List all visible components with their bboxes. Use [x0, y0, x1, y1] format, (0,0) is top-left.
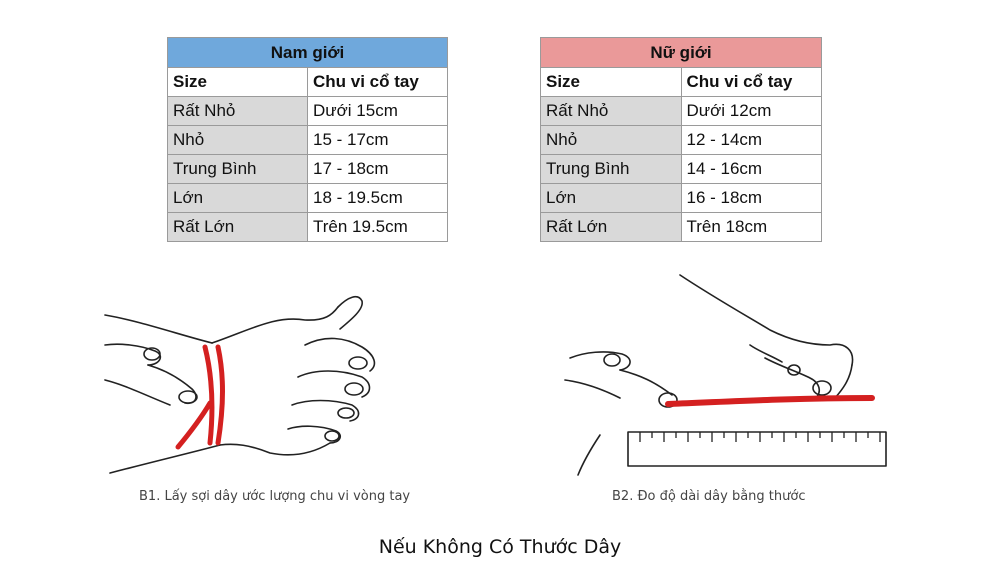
women-size-table [540, 37, 822, 242]
table-row [541, 126, 822, 155]
women-table-title: Nữ giới [541, 38, 822, 68]
men-circumference-cell: 17 - 18cm [308, 155, 448, 184]
table-row [168, 97, 448, 126]
men-header-size: Size [168, 68, 308, 97]
men-circumference-cell: 15 - 17cm [308, 126, 448, 155]
table-row [541, 213, 822, 242]
men-circumference-cell: Dưới 15cm [308, 97, 448, 126]
men-size-cell: Rất Nhỏ [168, 97, 308, 126]
footer-title: Nếu Không Có Thước Dây [378, 536, 622, 558]
men-size-cell: Lớn [168, 184, 308, 213]
men-circumference-cell: Trên 19.5cm [308, 213, 448, 242]
step1-caption: B1. Lấy sợi dây ước lượng chu vi vòng tay [139, 489, 411, 504]
women-circumference-cell: 16 - 18cm [681, 184, 822, 213]
table-row [168, 184, 448, 213]
women-size-cell: Trung Bình [541, 155, 682, 184]
men-circumference-cell: 18 - 19.5cm [308, 184, 448, 213]
table-row [541, 97, 822, 126]
men-header-circumference: Chu vi cổ tay [308, 68, 448, 97]
women-header-circumference: Chu vi cổ tay [681, 68, 822, 97]
women-circumference-cell: 14 - 16cm [681, 155, 822, 184]
step2-caption: B2. Đo độ dài dây bằng thước [612, 489, 806, 504]
men-size-cell: Nhỏ [168, 126, 308, 155]
men-size-cell: Trung Bình [168, 155, 308, 184]
table-row [541, 184, 822, 213]
women-size-cell: Lớn [541, 184, 682, 213]
women-size-cell: Rất Lớn [541, 213, 682, 242]
women-header-size: Size [541, 68, 682, 97]
table-row [168, 155, 448, 184]
ruler-measure-illustration [560, 270, 900, 480]
table-row [168, 126, 448, 155]
men-size-table [167, 37, 448, 242]
women-circumference-cell: Trên 18cm [681, 213, 822, 242]
table-row [168, 213, 448, 242]
table-row [541, 155, 822, 184]
women-size-cell: Rất Nhỏ [541, 97, 682, 126]
men-size-cell: Rất Lớn [168, 213, 308, 242]
women-circumference-cell: Dưới 12cm [681, 97, 822, 126]
men-table-title: Nam giới [168, 38, 448, 68]
women-circumference-cell: 12 - 14cm [681, 126, 822, 155]
women-size-cell: Nhỏ [541, 126, 682, 155]
wrist-string-illustration [100, 285, 480, 480]
